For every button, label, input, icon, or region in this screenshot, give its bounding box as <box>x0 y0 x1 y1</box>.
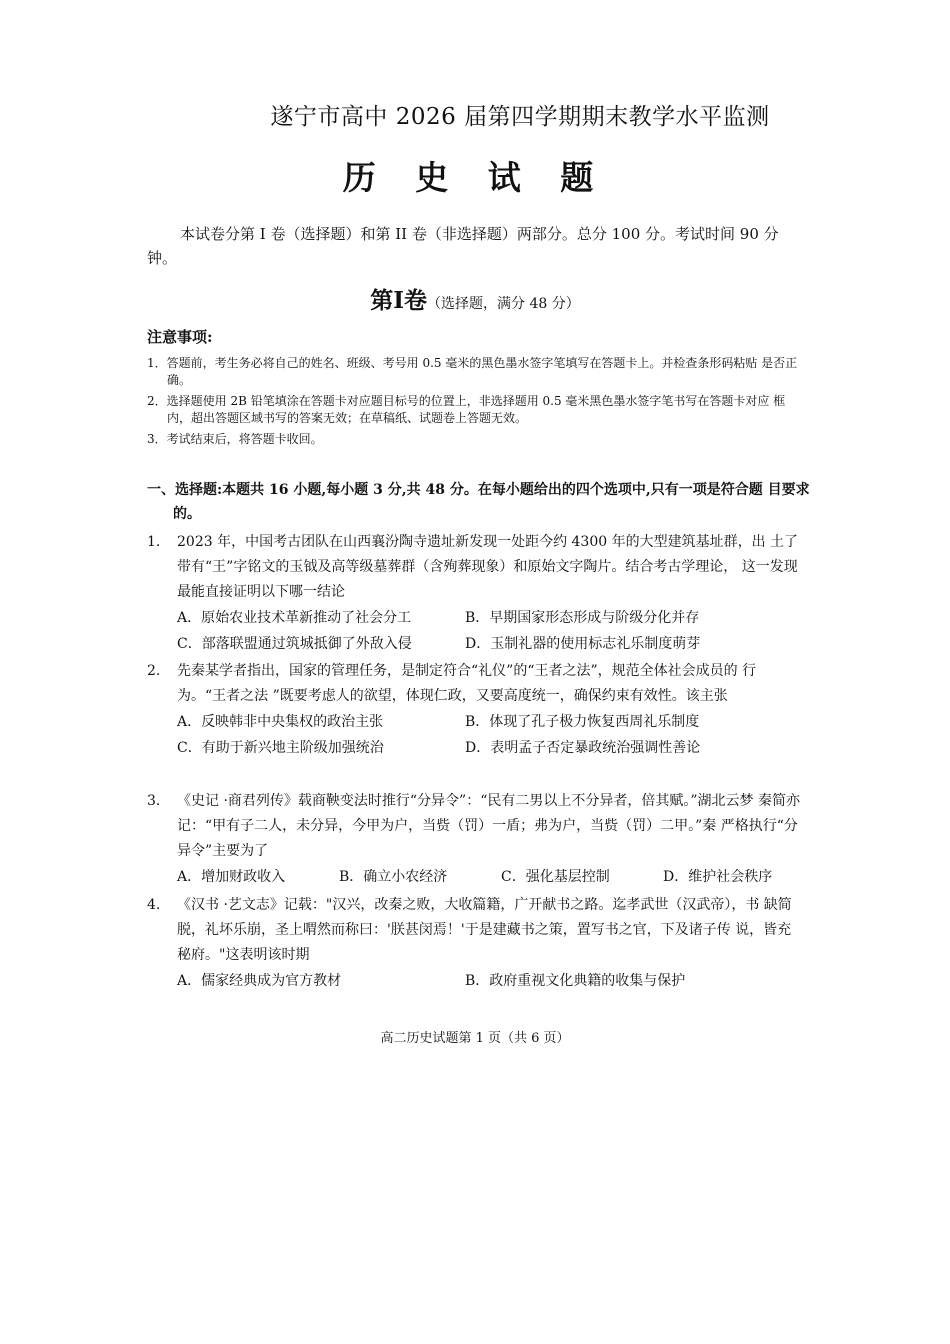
question-4 <box>147 893 802 994</box>
notice-item: 2．选择题使用 2B 铅笔填涂在答题卡对应题目标号的位置上，非选择题用 0.5 毫米黑色墨水签字笔书写在答题卡对应 框内，超出答题区域书写的答案无效；在草稿纸、试题卷上答题无效。 <box>147 394 786 425</box>
option-row <box>177 968 802 994</box>
question-number: 4. <box>147 897 161 913</box>
question-number: 1. <box>147 534 161 550</box>
section-one-title: 一、选择题:本题共 16 小题,每小题 3 分,共 48 分。在每小题给出的四个选项中,只有一项是符合题 目要求的。 <box>147 482 810 522</box>
option-row <box>177 709 802 735</box>
option-row <box>177 735 802 761</box>
option-b: B．政府重视文化典籍的收集与保护 <box>465 973 686 989</box>
option-c: C．强化基层控制 <box>501 869 610 885</box>
option-b: B．早期国家形态形成与阶级分化并存 <box>465 610 700 626</box>
option-d: D．表明孟子否定暴政统治强调性善论 <box>465 740 701 756</box>
option-a: A．儒家经典成为官方教材 <box>177 973 342 989</box>
exam-intro: 本试卷分第 I 卷（选择题）和第 II 卷（非选择题）两部分。总分 100 分。考试时间 90 分钟。 <box>147 225 779 267</box>
option-d: D．玉制礼器的使用标志礼乐制度萌芽 <box>465 636 701 652</box>
option-b: B．确立小农经济 <box>339 869 448 885</box>
question-stem: 《史记 ·商君列传》载商鞅变法时推行“分异令”：“民有二男以上不分异者，倍其赋。”湖北云梦 秦简亦记：“甲有子二人，未分异，今甲为户，当赀（罚）一盾；弗为户，当赀（罚）二甲。”秦 严格执行“分异令”主要为了 <box>177 793 800 859</box>
option-row <box>177 605 802 631</box>
option-d: D．维护社会秩序 <box>663 869 773 885</box>
notice-item: 1．答题前，考生务必将自己的姓名、班级、考号用 0.5 毫米的黑色墨水签字笔填写在答题卡上。并检查条形码粘贴 是否正确。 <box>147 356 798 387</box>
notice-title: 注意事项: <box>147 328 213 346</box>
option-a: A．原始农业技术革新推动了社会分工 <box>177 610 412 626</box>
option-row <box>177 631 802 657</box>
option-c: C．部落联盟通过筑城抵御了外敌入侵 <box>177 636 412 652</box>
option-row <box>177 864 802 890</box>
subject-title: 历 史 试 题 <box>342 158 608 197</box>
option-b: B．体现了孔子极力恢复西周礼乐制度 <box>465 714 700 730</box>
notice-list <box>147 355 802 452</box>
question-number: 2. <box>147 663 161 679</box>
question-stem: 先秦某学者指出，国家的管理任务，是制定符合“礼仪”的“王者之法”，规范全体社会成员的 行为。“王者之法 ”既要考虑人的欲望，体现仁政，又要高度统一，确保约束有效性。该主张 <box>177 663 757 704</box>
question-1 <box>147 530 802 657</box>
option-a: A．反映韩非中央集权的政治主张 <box>177 714 384 730</box>
part-one-subtitle: （选择题，满分 48 分） <box>427 296 580 312</box>
notice-item: 3．考试结束后，将答题卡收回。 <box>147 432 323 446</box>
part-one-heading <box>0 282 950 315</box>
option-c: C．有助于新兴地主阶级加强统治 <box>177 740 384 756</box>
question-stem: 2023 年，中国考古团队在山西襄汾陶寺遗址新发现一处距今约 4300 年的大型建筑基址群，出 土了带有“王”字铭文的玉钺及高等级墓葬群（含殉葬现象）和原始文字陶片。结合考古学理论， 这一发现最能直接证明以下哪一结论 <box>177 534 799 600</box>
question-3 <box>147 789 802 890</box>
option-a: A．增加财政收入 <box>177 869 286 885</box>
exam-title: 遂宁市高中 2026 届第四学期期末教学水平监测 <box>270 104 770 130</box>
question-stem: 《汉书 ·艺文志》记载："汉兴，改秦之败，大收篇籍，广开献书之路。迄孝武世（汉武帝），书 缺简脱，礼坏乐崩，圣上喟然而称曰：'朕甚闵焉！'于是建藏书之策，置写书之官，下及诸子传 说，皆充秘府。"这表明该时期 <box>177 897 792 963</box>
question-number: 3. <box>147 793 161 809</box>
question-2 <box>147 659 802 761</box>
page-footer: 高二历史试题第 1 页（共 6 页） <box>380 1031 570 1046</box>
part-one-title: 第Ⅰ卷 <box>370 287 428 314</box>
